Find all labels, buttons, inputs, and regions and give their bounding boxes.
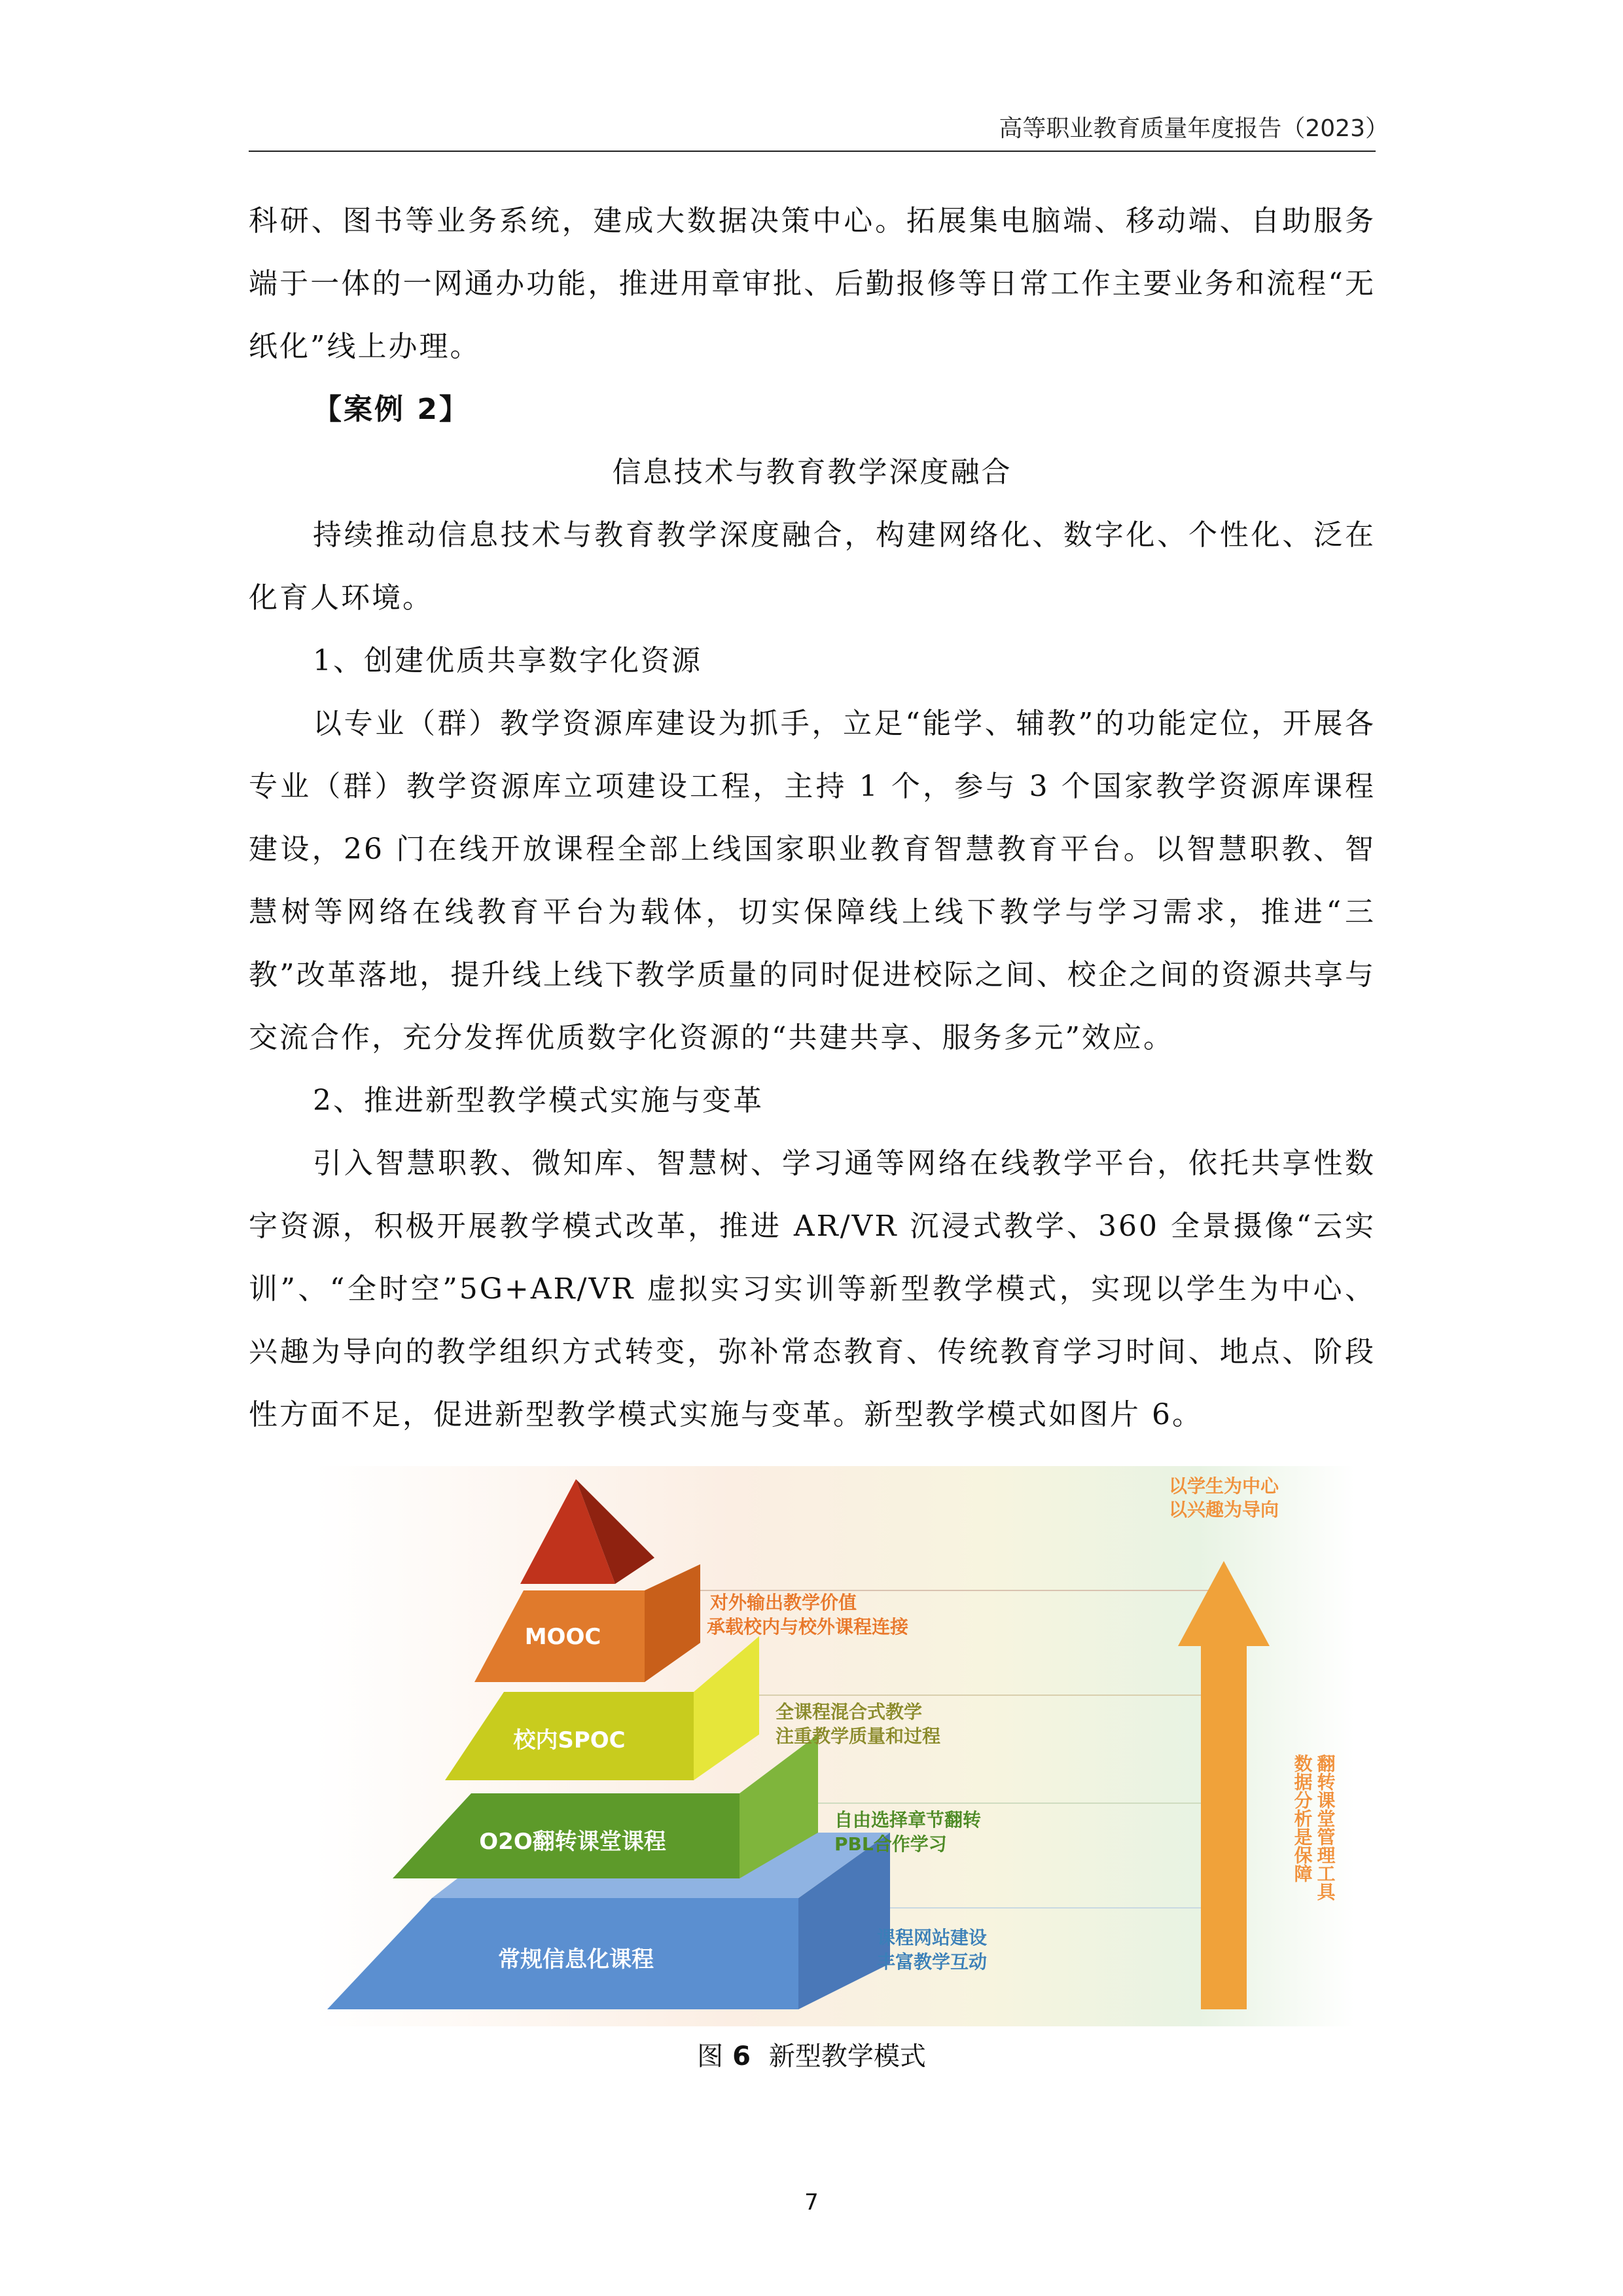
caption-number: 6 — [732, 2041, 751, 2072]
caption-label: 图 — [697, 2041, 724, 2072]
paragraph-2: 持续推动信息技术与教育教学深度融合，构建网络化、数字化、个性化、泛在化育人环境。 — [249, 518, 1376, 615]
teaching-model-figure — [314, 1466, 1355, 2026]
level-label-spoc: 校内SPOC — [513, 1727, 626, 1753]
level-desc-o2o-1: 自由选择章节翻转 — [834, 1809, 982, 1831]
arrow-caption-2: 以兴趣为导向 — [1168, 1499, 1279, 1520]
paragraph-4: 引入智慧职教、微知库、智慧树、学习通等网络在线教学平台，依托共享性数字资源，积极开展教学模式改革，推进 AR/VR 沉浸式教学、360 全景摄像“云实训”、“全时空”5G+AR/VR 虚拟实习实训等新型教学模式，实现以学生为中心、兴趣为导向的教学组织方式转变，弥补常态教育、传统教育学习时间、地点、阶段性方面不足，促进新型教学模式实施与变革。新型教学模式如图片 6。 — [249, 1147, 1376, 1431]
level-desc-base-1: 课程网站建设 — [877, 1927, 988, 1948]
side-text-1: 翻转课堂管理工具 — [1314, 1754, 1336, 1901]
case-title: 信息技术与教育教学深度融合 — [612, 456, 1012, 489]
figure-caption — [0, 2036, 1623, 2073]
pyramid-diagram — [314, 1466, 1355, 2026]
level-desc-mooc-1: 对外输出教学价值 — [710, 1592, 857, 1613]
pyramid-mooc-side — [645, 1564, 700, 1682]
arrow-caption-1: 以学生为中心 — [1168, 1475, 1279, 1497]
page-header: 高等职业教育质量年度报告（2023） — [999, 115, 1389, 142]
level-desc-spoc-2: 注重教学质量和过程 — [776, 1725, 941, 1747]
case-label: 【案例 2】 — [313, 393, 470, 426]
level-desc-spoc-1: 全课程混合式教学 — [776, 1701, 923, 1723]
section-heading-2: 2、推进新型教学模式实施与变革 — [313, 1084, 764, 1117]
upward-arrow — [1178, 1561, 1270, 2009]
level-desc-o2o-2: PBL合作学习 — [834, 1833, 947, 1855]
level-desc-mooc-2: 承载校内与校外课程连接 — [707, 1616, 909, 1638]
section-heading-1: 1、创建优质共享数字化资源 — [313, 644, 702, 677]
document-body — [249, 190, 1376, 1446]
level-label-base: 常规信息化课程 — [498, 1946, 654, 1973]
page-number: 7 — [804, 2189, 819, 2215]
level-label-o2o: O2O翻转课堂课程 — [479, 1829, 666, 1855]
level-desc-base-2: 丰富教学互动 — [877, 1951, 988, 1973]
side-text-2: 数据分析是保障 — [1291, 1754, 1313, 1882]
header-divider — [249, 151, 1376, 152]
paragraph-1: 科研、图书等业务系统，建成大数据决策中心。拓展集电脑端、移动端、自助服务端于一体的一网通办功能，推进用章审批、后勤报修等日常工作主要业务和流程“无纸化”线上办理。 — [249, 204, 1376, 363]
level-label-mooc: MOOC — [524, 1624, 601, 1650]
paragraph-3: 以专业（群）教学资源库建设为抓手，立足“能学、辅教”的功能定位，开展各专业（群）教学资源库立项建设工程，主持 1 个，参与 3 个国家教学资源库课程建设，26 门在线开放课程全部上线国家职业教育智慧教育平台。以智慧职教、智慧树等网络在线教育平台为载体，切实保障线上线下教学与学习需求，推进“三教”改革落地，提升线上线下教学质量的同时促进校际之间、校企之间的资源共享与交流合作，充分发挥优质数字化资源的“共建共享、服务多元”效应。 — [249, 707, 1376, 1054]
caption-text: 新型教学模式 — [768, 2041, 926, 2072]
pyramid-spoc-side — [694, 1636, 759, 1780]
